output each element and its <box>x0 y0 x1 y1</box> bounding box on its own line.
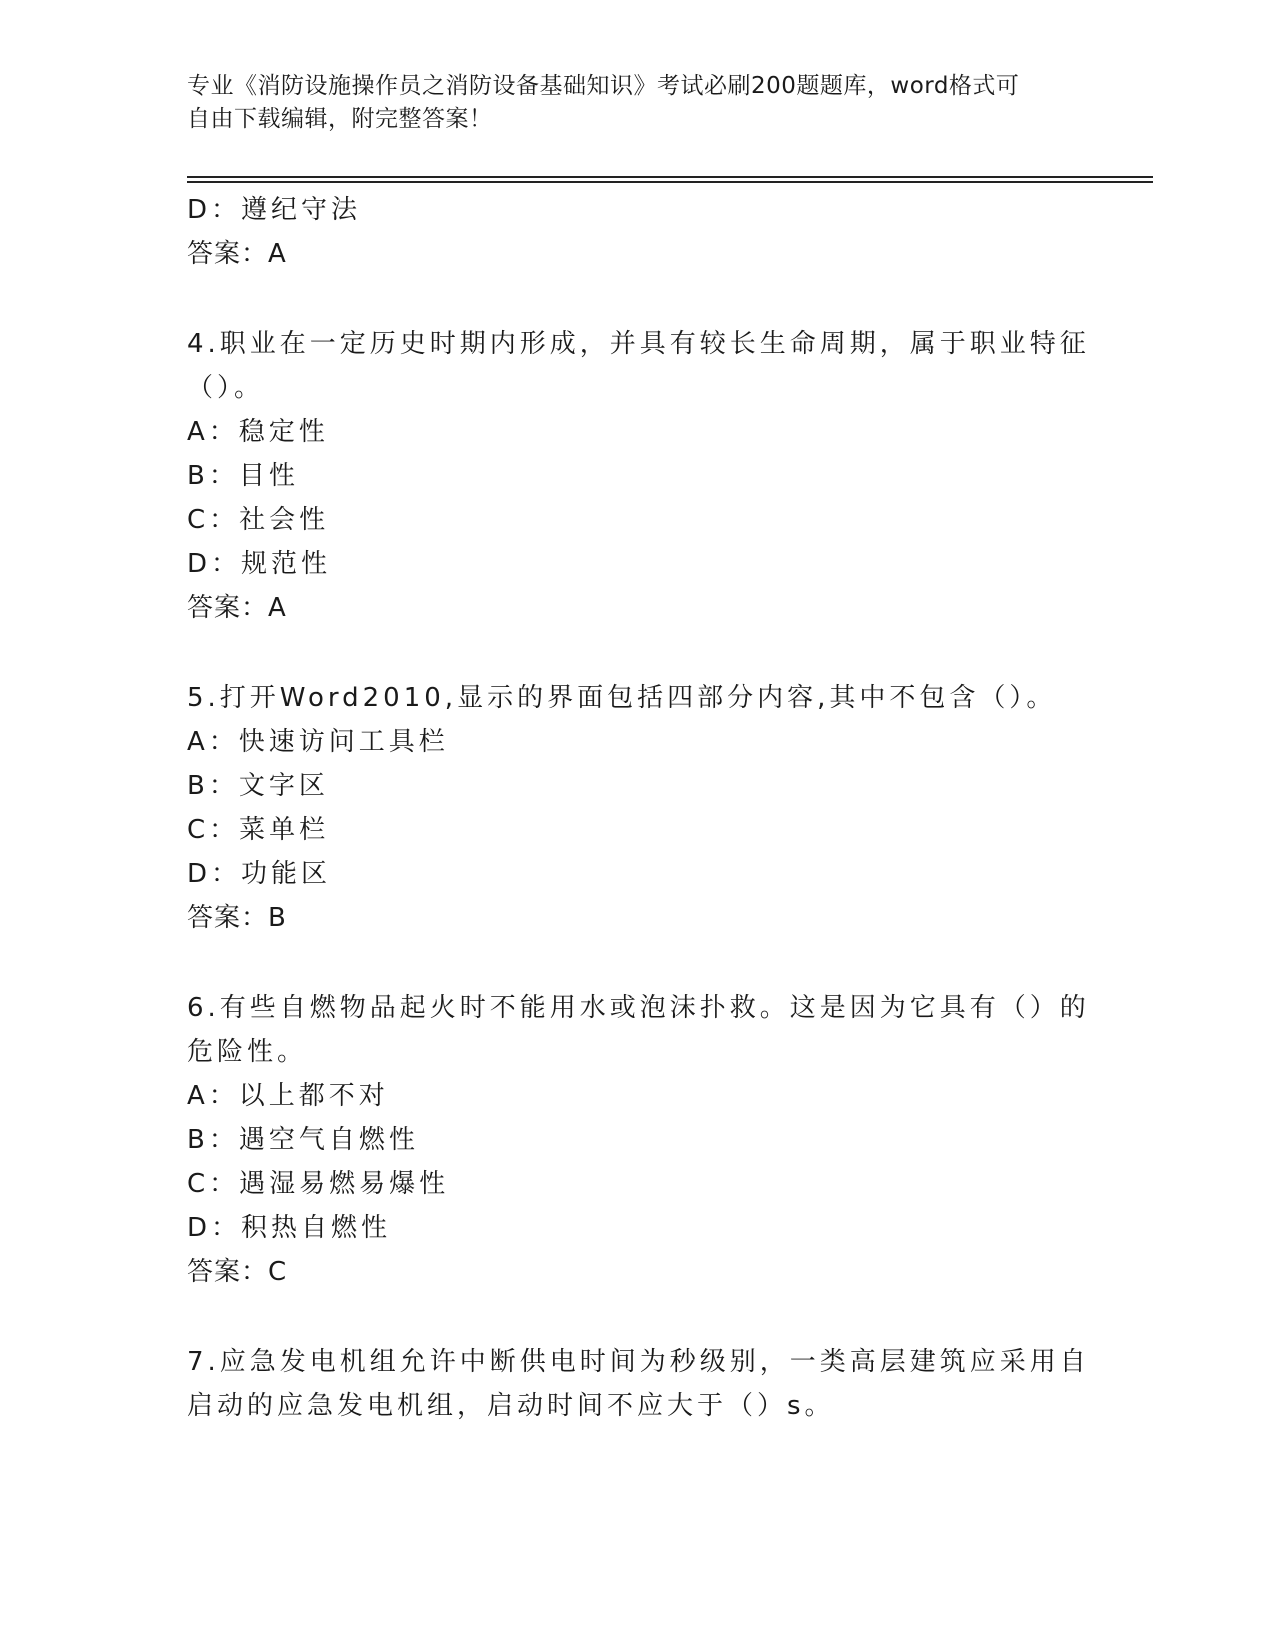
q4-stem-line-1: 4.职业在一定历史时期内形成，并具有较长生命周期，属于职业特征 <box>187 329 1090 359</box>
q7-stem-line-1: 7.应急发电机组允许中断供电时间为秒级别，一类高层建筑应采用自 <box>187 1347 1090 1377</box>
q6-option-b: B：遇空气自燃性 <box>187 1125 419 1155</box>
q4-answer: 答案：A <box>187 593 287 623</box>
q6-option-a: A：以上都不对 <box>187 1081 389 1111</box>
q4-option-b: B：目性 <box>187 461 299 491</box>
q4-option-d: D：规范性 <box>187 549 332 579</box>
q6-option-d: D：积热自燃性 <box>187 1213 392 1243</box>
q5-answer: 答案：B <box>187 903 287 933</box>
q5-option-b: B：文字区 <box>187 771 329 801</box>
q6-stem-line-1: 6.有些自燃物品起火时不能用水或泡沫扑救。这是因为它具有（）的 <box>187 993 1090 1023</box>
header-line-2: 自由下载编辑，附完整答案！ <box>187 106 493 132</box>
q6-answer: 答案：C <box>187 1257 288 1287</box>
q5-option-a: A：快速访问工具栏 <box>187 727 449 757</box>
q7-stem-line-2: 启动的应急发电机组，启动时间不应大于（）s。 <box>187 1391 835 1421</box>
header-line-1: 专业《消防设施操作员之消防设备基础知识》考试必刷200题题库，word格式可 <box>187 73 1020 99</box>
header-divider-bottom <box>187 181 1153 183</box>
q3-option-d: D：遵纪守法 <box>187 195 362 225</box>
q6-option-c: C：遇湿易燃易爆性 <box>187 1169 450 1199</box>
q4-option-c: C：社会性 <box>187 505 330 535</box>
q6-stem-line-2: 危险性。 <box>187 1037 308 1067</box>
q4-option-a: A：稳定性 <box>187 417 329 447</box>
page-header <box>187 70 1067 136</box>
q4-stem-line-2: （）。 <box>187 373 265 403</box>
q5-option-c: C：菜单栏 <box>187 815 330 845</box>
q5-stem-line-1: 5.打开Word2010,显示的界面包括四部分内容,其中不包含（）。 <box>187 683 1057 713</box>
q3-answer: 答案：A <box>187 239 287 269</box>
q5-option-d: D：功能区 <box>187 859 332 889</box>
header-divider-top <box>187 176 1153 178</box>
